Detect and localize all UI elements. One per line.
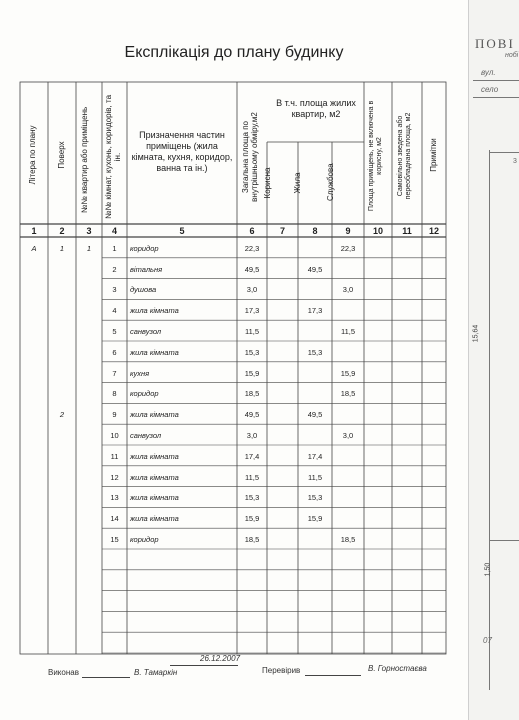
cell-purpose: коридор [130,389,159,399]
cell-room: 11 [110,451,119,461]
cell-total: 49,5 [244,264,260,274]
cell-room: 1 [112,243,117,253]
cell-purpose: жила кімната [130,451,179,461]
cell-total: 15,9 [244,368,260,378]
cell-purpose: санвузол [130,431,162,440]
header-floor: Поверх [57,141,66,169]
adjacent-rule2 [473,97,519,98]
column-number-3: 3 [86,226,92,236]
header-service: Службова [326,163,335,201]
cell-room: 10 [110,431,119,440]
page-title: Експлікація до плану будинку [124,44,344,61]
checked-signature-line [305,675,361,676]
date-underline [170,665,238,666]
cell-purpose: жила кімната [130,306,179,316]
cell-room: 13 [110,493,119,503]
cell-floor: 2 [59,410,65,420]
footer-made-label: Виконав [48,668,79,677]
cell-purpose: душова [130,285,157,295]
adjacent-line1: нобі [505,52,519,59]
column-number-9: 9 [345,226,351,236]
adjacent-dim3: 1,50 [484,562,492,577]
column-number-11: 11 [402,226,412,236]
header-apartment: №№ квартир або приміщень [80,106,89,214]
column-number-1: 1 [31,226,37,236]
header-living: Жила [293,172,302,194]
cell-purpose: вітальня [130,264,163,274]
made-signature-line [82,677,130,678]
column-number-4: 4 [111,226,117,236]
cell-room: 3 [112,285,117,295]
cell-purpose: жила кімната [130,347,179,357]
cell-room: 2 [112,264,117,274]
cell-total: 15,9 [244,514,260,524]
cell-living: 17,4 [307,451,323,461]
cell-room: 7 [112,368,117,378]
adjacent-title: ПОВІ [475,36,515,51]
adjacent-line2: вул. [481,68,496,77]
cell-total: 11,5 [244,327,260,336]
cell-room: 5 [112,327,117,336]
cell-apt: 1 [86,243,92,253]
cell-living: 49,5 [307,264,323,274]
adjacent-plan-wall [489,150,490,690]
cell-purpose: жила кімната [130,410,179,420]
cell-service: 22,3 [340,243,356,253]
cell-purpose: жила кімната [130,493,179,503]
cell-total: 49,5 [244,410,260,420]
header-unauthorized: Самовільно зведена або переобладнана площа, м2 [397,112,412,200]
adjacent-year: 07 [483,636,492,645]
column-number-2: 2 [59,226,65,236]
cell-lit: А [31,243,37,253]
header-useful: Корисна [263,167,272,199]
cell-room: 15 [110,535,119,544]
footer-made-name: В. Тамаркін [134,668,178,677]
column-number-7: 7 [279,226,285,236]
column-number-6: 6 [249,226,255,236]
cell-purpose: жила кімната [130,472,179,482]
footer-date: 26.12.2007 [200,654,241,663]
cell-room: 4 [112,306,117,316]
footer-checked-name: В. Горностаєва [368,664,427,673]
header-rooms: №№ кімнат, кухонь, коридорів, та ін. [104,94,122,220]
adjacent-rule3 [489,152,519,153]
column-number-10: 10 [372,226,383,236]
header-total-area: Загальна площа по внутрішньому обміру,м2 [241,112,259,202]
adjacent-sheet [468,0,519,720]
adjacent-line3: село [481,85,499,94]
header-not-included: Площа приміщень, не включена в корисну, м2 [368,100,383,212]
cell-total: 3,0 [246,431,258,440]
adjacent-dim2: 3 [513,158,517,165]
cell-service: 3,0 [342,431,354,440]
cell-total: 17,4 [244,451,260,461]
cell-purpose: коридор [130,243,159,253]
cell-room: 12 [110,472,119,482]
column-number-8: 8 [312,226,318,236]
cell-room: 6 [112,347,117,357]
cell-living: 49,5 [307,410,323,420]
cell-total: 11,5 [244,472,260,482]
cell-total: 3,0 [246,285,258,295]
header-group-living: В т.ч. площа жилих квартир, м2 [276,98,356,119]
adjacent-rule4 [489,540,519,541]
cell-service: 15,9 [340,368,356,378]
cell-total: 22,3 [244,243,260,253]
cell-total: 18,5 [244,535,260,544]
cell-room: 14 [110,514,119,524]
cell-living: 15,3 [307,347,323,357]
cell-room: 9 [112,410,117,420]
header-letter: Літера по плану [28,125,37,185]
cell-service: 18,5 [340,535,356,544]
adjacent-dim1: 15,64 [472,324,480,343]
header-purpose: Призначення частин приміщень (жила кімната, кухня, коридор, ванна та ін.) [131,130,233,173]
column-number-12: 12 [428,226,439,236]
cell-living: 15,9 [307,514,323,524]
cell-purpose: коридор [130,535,159,544]
cell-service: 11,5 [340,327,356,336]
cell-total: 15,3 [244,493,260,503]
cell-living: 11,5 [307,472,323,482]
cell-service: 3,0 [342,285,354,295]
cell-living: 17,3 [307,306,323,316]
adjacent-rule1 [473,80,519,81]
cell-living: 15,3 [307,493,323,503]
cell-purpose: кухня [130,368,150,378]
cell-room: 8 [112,389,117,399]
cell-purpose: санвузол [130,327,162,336]
cell-service: 18,5 [340,389,356,399]
column-number-5: 5 [179,226,185,236]
footer-checked-label: Перевірив [262,666,301,675]
header-notes: Примітки [429,138,438,172]
cell-purpose: жила кімната [130,514,179,524]
cell-total: 18,5 [244,389,260,399]
cell-total: 17,3 [244,306,260,316]
cell-total: 15,3 [244,347,260,357]
cell-floor: 1 [59,243,65,253]
